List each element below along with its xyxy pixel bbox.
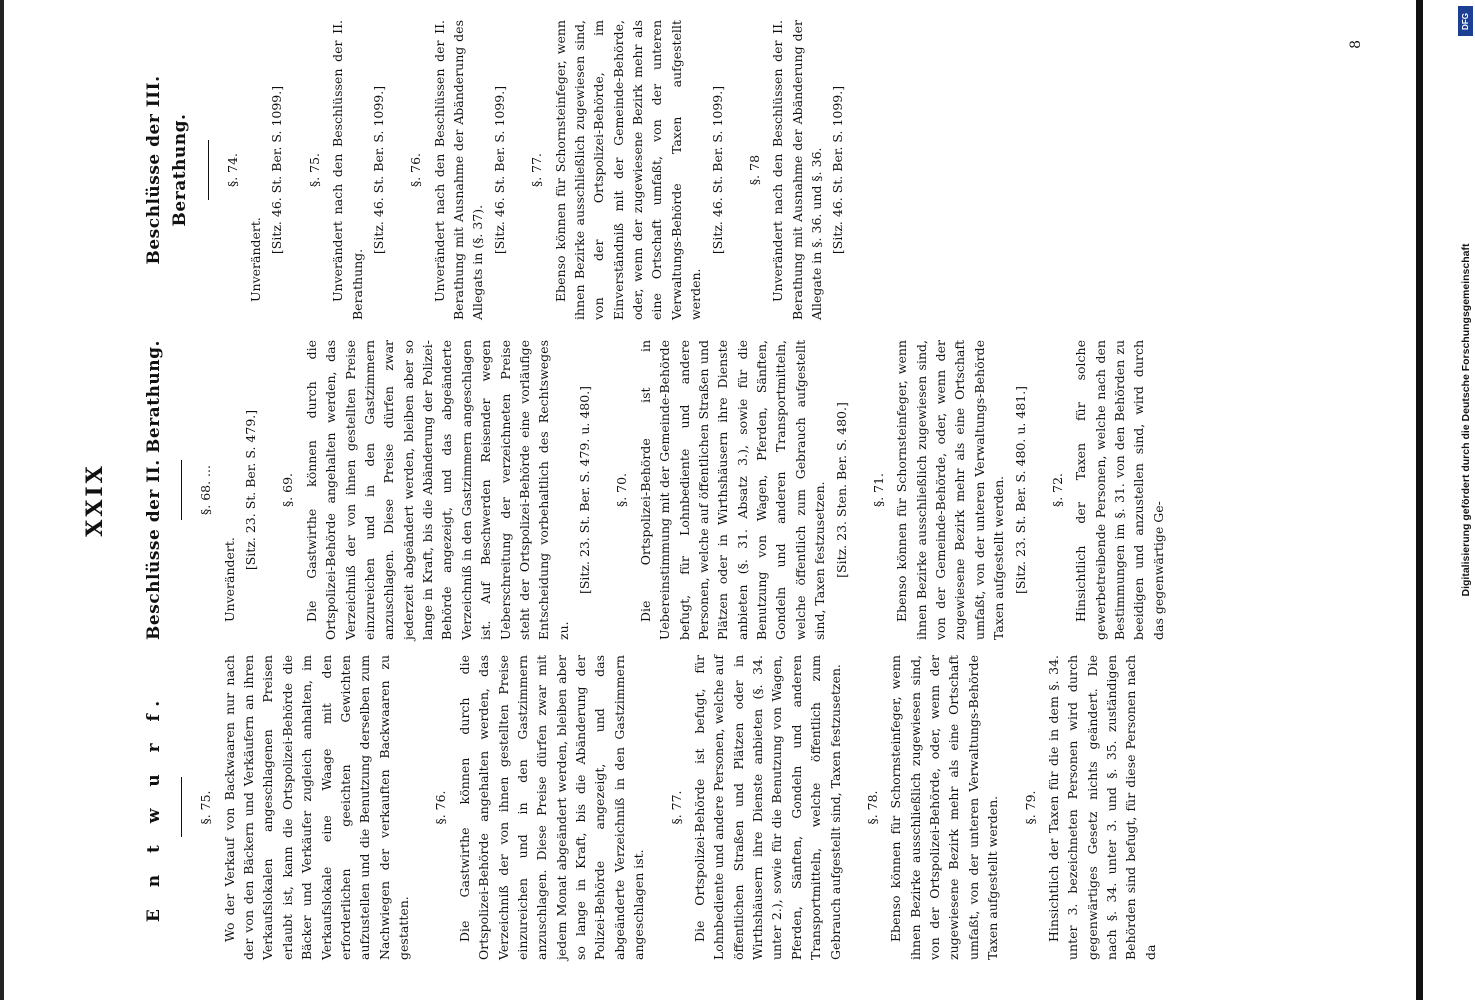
section-reference: [Sitz. 46. St. Ber. S. 1099.] bbox=[709, 85, 725, 255]
section bbox=[196, 340, 260, 640]
section-body: Wo der Verkauf von Backwaaren nur nach der von den Bäckern und Verkäufern an ihren Verkaufslokalen angeschlagenen Preisen erlaubt ist, kann die Ortspolizei-Behörde die Bäcker und Verkäufer zugleich anhalten, im Verkaufslokale eine Waage mit den erforderlichen geeichten Gewichten aufzustellen und die Benutzung derselben zum Nachwiegen der verkauften Backwaaren zu gestatten. bbox=[221, 655, 412, 960]
section-body: Die Ortspolizei-Behörde ist befugt, für Lohnbediente und andere Personen, welche auf öffentlichen Straßen und Plätzen oder in Wirthshäusern ihre Dienste anbieten (§. 34. unter 2.), sowie für die Benutzung von Wagen, Pferden, Sänften, Gondeln und anderen Transportmitteln, welche öffentlich zum Gebrauch aufgestellt sind, Taxen festzusetzen. bbox=[691, 655, 843, 960]
page-footer-number: 8 bbox=[1348, 40, 1364, 49]
section-body: Hinsichtlich der Taxen für die in dem §. 34. unter 3. bezeichneten Personen wird durch gegenwärtiges Gesetz nichts geändert. Die nach §. 34. unter 3. und §. 35. zuständigen Behörden sind befugt, für diese Personen nach da bbox=[1045, 655, 1158, 960]
section-body: Ebenso können für Schornsteinfeger, wenn ihnen Bezirke ausschließlich zugewiesen sind, von der Ortspolizei-Behörde, oder, wenn der zugewiesene Bezirk mehr als eine Ortschaft umfaßt, von der unteren Verwaltungs-Behörde Taxen aufgestellt werden. bbox=[888, 655, 1001, 960]
section-title: §. 79. bbox=[1022, 790, 1038, 825]
section-reference: [Sitz. 23. Sten. Ber. S. 480.] bbox=[833, 402, 849, 578]
section bbox=[431, 655, 648, 960]
section bbox=[869, 340, 1030, 640]
section-reference: [Sitz. 46. St. Ber. S. 1099.] bbox=[269, 85, 285, 255]
section-body: Hinsichtlich der Taxen für solche gewerbetreibende Personen, welche nach den Bestimmungen im §. 31. von den Behörden zu beeidigen und anzustellen sind, wird durch das gegenwärtige Ge- bbox=[1073, 340, 1166, 640]
page-roman-number: XXIX bbox=[82, 463, 108, 537]
section bbox=[667, 655, 845, 960]
section-reference: [Sitz. 23. St. Ber. S. 479.] bbox=[243, 409, 259, 571]
section-title: §. 76. bbox=[433, 790, 449, 825]
column-heading: Beschlüsse der II. Berathung. bbox=[144, 340, 164, 640]
scan-edge bbox=[0, 0, 4, 1000]
column-heading: E n t w u r f. bbox=[144, 692, 164, 923]
section-body: Unverändert. bbox=[221, 537, 237, 622]
section bbox=[527, 20, 727, 320]
section-reference: [Sitz. 46. St. Ber. S. 1099.] bbox=[830, 85, 846, 255]
section-body: Die Gastwirthe können durch die Ortspolizei-Behörde angehalten werden, das Verzeichniß der von ihnen gestellten Preise einzureichen und in den Gastzimmern anzuschlagen. Diese Preise dürfen zwar mit jedem Monat abgeändert werden, bleiben aber so lange in Kraft, bis die Abänderung der Polizei-Behörde angezeigt, und das abgeänderte Verzeichniß in den Gastzimmern angeschlagen ist. bbox=[456, 655, 647, 960]
section bbox=[305, 20, 389, 320]
column-entwurf bbox=[135, 655, 1178, 960]
section-title: §. 78. bbox=[864, 790, 880, 825]
section-title: §. 77. bbox=[668, 790, 684, 825]
column-heading: Beschlüsse der III. Berathung. bbox=[144, 75, 191, 265]
section bbox=[745, 20, 848, 320]
section-reference: [Sitz. 46. St. Ber. S. 1099.] bbox=[491, 85, 507, 255]
section-title: §. 75. bbox=[198, 790, 214, 825]
section bbox=[1048, 340, 1168, 640]
section bbox=[863, 655, 1003, 960]
section-title: §. 74. bbox=[224, 152, 240, 188]
rotated-page bbox=[40, 0, 1430, 1000]
section bbox=[406, 20, 509, 320]
section-body: Unverändert. bbox=[248, 217, 264, 302]
heading-rule bbox=[181, 460, 182, 520]
section-title: §. 72. bbox=[1049, 472, 1065, 508]
section-title: §. 68. ... bbox=[198, 465, 214, 515]
section-body: Die Ortspolizei-Behörde ist in Uebereinstimmung mit der Gemeinde-Behörde befugt, für Lohnbediente und andere Personen, welche auf öffentlichen Straßen und Plätzen oder in Wirthshäusern ihre Dienste anbieten (§. 31. Absatz 3.), sowie für die Benutzung von Wagen, Pferden, Sänften, Gondeln und anderen Transportmitteln, welche öffentlich zum Gebrauch aufgestellt sind, Taxen festzusetzen. bbox=[637, 340, 828, 640]
section bbox=[278, 340, 594, 640]
section-title: §. 78 bbox=[746, 154, 762, 186]
section-title: §. 75. bbox=[306, 152, 322, 188]
section-body: Unverändert nach den Beschlüssen der II. Berathung mit Ausnahme der Abänderung des Allegats in (§. 37). bbox=[431, 20, 486, 320]
section-body: Unverändert nach den Beschlüssen der II. Berathung mit Ausnahme der Abänderung der Allegate in §. 36. und §. 36. bbox=[770, 20, 825, 320]
section-title: §. 77. bbox=[529, 152, 545, 188]
column-third-reading bbox=[135, 20, 866, 320]
dfg-logo: DFG bbox=[1458, 6, 1473, 36]
section-title: §. 70. bbox=[614, 472, 630, 508]
section bbox=[612, 340, 851, 640]
section-title: §. 76. bbox=[408, 152, 424, 188]
heading-rule bbox=[208, 140, 209, 200]
section-reference: [Sitz. 46. St. Ber. S. 1099.] bbox=[370, 85, 386, 255]
section bbox=[196, 655, 413, 960]
section-body: Unverändert nach den Beschlüssen der II. Berathung. bbox=[330, 20, 365, 320]
section bbox=[223, 20, 287, 320]
section-body: Ebenso können für Schornsteinfeger, wenn ihnen Bezirke ausschließlich zugewiesen sind, von der Ortspolizei-Behörde, im Einverständniß mit der Gemeinde-Behörde, oder, wenn der zugewiesene Bezirk mehr als eine Ortschaft umfaßt, von der unteren Verwaltungs-Behörde Taxen aufgestellt werden. bbox=[552, 20, 704, 320]
bottom-rule bbox=[1416, 0, 1423, 1000]
heading-rule bbox=[181, 778, 182, 838]
watermark-text: Digitalisierung gefördert durch die Deutsche Forschungsgemeinschaft bbox=[1460, 243, 1472, 597]
section bbox=[1021, 655, 1161, 960]
section-reference: [Sitz. 23. St. Ber. S. 479. u. 480.] bbox=[577, 385, 593, 595]
section-body: Die Gastwirthe können durch die Ortspolizei-Behörde angehalten werden, das Verzeichniß der von ihnen gestellten Preise einzureichen und in den Gastzimmern anzuschlagen. Diese Preise dürfen zwar jederzeit abgeändert werden, bleiben aber so lange in Kraft, bis die Abänderung der Polizei-Behörde angezeigt, und das abgeänderte Verzeichniß in den Gastzimmern angeschlagen ist. Auf Beschwerden Reisender wegen Ueberschreitung der verzeichneten Preise steht der Ortspolizei-Behörde eine vorläufige Entscheidung vorbehaltlich des Rechtsweges zu. bbox=[303, 340, 571, 640]
section-body: Ebenso können für Schornsteinfeger, wenn ihnen Bezirke ausschließlich zugewiesen sind, von der Gemeinde-Behörde, oder, wenn der zugewiesene Bezirk mehr als eine Ortschaft umfaßt, von der unteren Verwaltungs-Behörde Taxen aufgestellt werden. bbox=[894, 340, 1007, 640]
column-second-reading bbox=[135, 340, 1186, 640]
section-reference: [Sitz. 23. St. Ber. S. 480. u. 481.] bbox=[1012, 385, 1028, 595]
digitization-watermark bbox=[1457, 0, 1475, 1000]
section-title: §. 71. bbox=[870, 472, 886, 508]
section-title: §. 69. bbox=[280, 472, 296, 508]
